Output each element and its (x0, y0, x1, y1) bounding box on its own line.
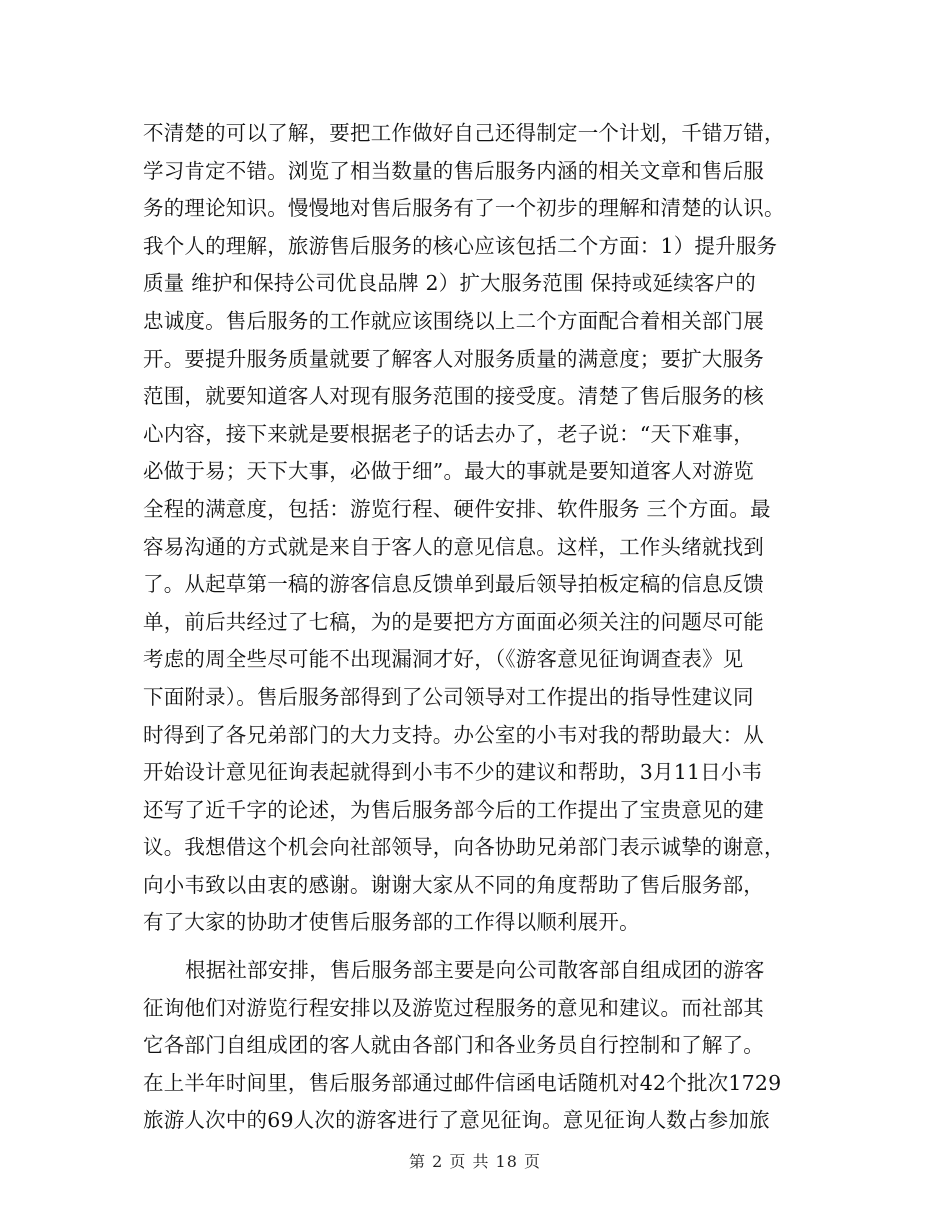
text-line: 它各部门自组成团的客人就由各部门和各业务员自行控制和了解了。 (143, 1033, 764, 1058)
text-line: 下面附录）。售后服务部得到了公司领导对工作提出的指导性建议同 (143, 684, 754, 709)
paragraph-2 (143, 952, 808, 1140)
text-line: 向小韦致以由衷的感谢。谢谢大家从不同的角度帮助了售后服务部， (143, 872, 764, 897)
text-line: 容易沟通的方式就是来自于客人的意见信息。这样，工作头绪就找到 (143, 534, 764, 559)
text-line: 考虑的周全些尽可能不出现漏洞才好，（《游客意见征询调查表》见 (143, 647, 744, 672)
text-line: 我个人的理解，旅游售后服务的核心应该包括二个方面：1）提升服务 (143, 233, 778, 258)
text-line: 有了大家的协助才使售后服务部的工作得以顺利展开。 (143, 910, 640, 935)
text-line: 质量 维护和保持公司优良品牌 2）扩大服务范围 保持或延续客户的 (143, 271, 756, 296)
text-line: 议。我想借这个机会向社部领导，向各协助兄弟部门表示诚挚的谢意， (143, 835, 785, 860)
text-line: 务的理论知识。慢慢地对售后服务有了一个初步的理解和清楚的认识。 (143, 196, 785, 221)
text-line: 学习肯定不错。浏览了相当数量的售后服务内涵的相关文章和售后服 (143, 158, 764, 183)
text-line: 开始设计意见征询表起就得到小韦不少的建议和帮助，3月11日小韦 (143, 760, 763, 785)
text-line: 开。要提升服务质量就要了解客人对服务质量的满意度；要扩大服务 (143, 346, 764, 371)
text-line: 根据社部安排，售后服务部主要是向公司散客部自组成团的游客 (185, 958, 765, 983)
paragraph-gap (143, 942, 808, 952)
text-line: 忠诚度。售后服务的工作就应该围绕以上二个方面配合着相关部门展 (143, 308, 764, 333)
text-line: 征询他们对游览行程安排以及游览过程服务的意见和建议。而社部其 (143, 995, 764, 1020)
text-line: 全程的满意度，包括：游览行程、硬件安排、软件服务 三个方面。最 (143, 496, 771, 521)
text-line: 在上半年时间里，售后服务部通过邮件信函电话随机对42个批次1729 (143, 1070, 782, 1095)
page-number-footer: 第 2 页 共 18 页 (409, 1152, 541, 1171)
text-line: 心内容，接下来就是要根据老子的话去办了，老子说：“天下难事， (143, 421, 754, 446)
paragraph-1 (143, 115, 808, 942)
text-line: 必做于易；天下大事，必做于细”。最大的事就是要知道客人对游览 (143, 459, 754, 484)
text-line: 旅游人次中的69人次的游客进行了意见征询。意见征询人数占参加旅 (143, 1108, 770, 1133)
text-line: 不清楚的可以了解，要把工作做好自己还得制定一个计划，千错万错， (143, 121, 785, 145)
text-line: 了。从起草第一稿的游客信息反馈单到最后领导拍板定稿的信息反馈 (143, 572, 764, 597)
text-line: 范围，就要知道客人对现有服务范围的接受度。清楚了售后服务的核 (143, 384, 764, 409)
text-line: 还写了近千字的论述，为售后服务部今后的工作提出了宝贵意见的建 (143, 797, 764, 822)
text-line: 时得到了各兄弟部门的大力支持。办公室的小韦对我的帮助最大：从 (143, 722, 764, 747)
text-line: 单，前后共经过了七稿，为的是要把方方面面必须关注的问题尽可能 (143, 609, 764, 634)
document-body (143, 115, 808, 1140)
